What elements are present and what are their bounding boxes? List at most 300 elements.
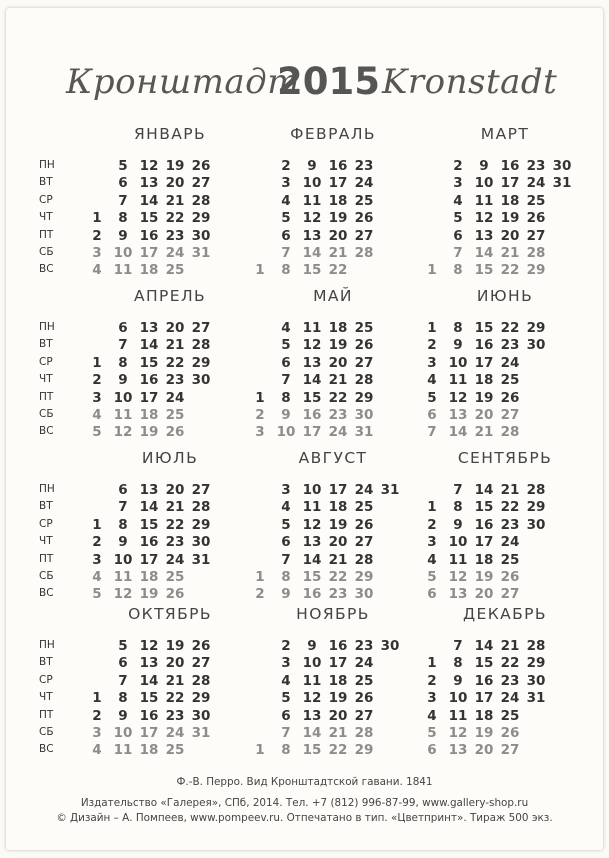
day-number: 27 <box>354 707 374 724</box>
day-number: 4 <box>92 742 102 759</box>
day-number: 7 <box>453 245 463 261</box>
day-number: 10 <box>113 551 133 568</box>
month-block <box>420 287 590 442</box>
month-name: АПРЕЛЬ <box>133 287 207 305</box>
day-number: 20 <box>474 586 494 603</box>
day-number: 22 <box>500 499 520 516</box>
day-number: 25 <box>500 372 520 389</box>
day-number: 18 <box>139 407 159 423</box>
day-number: 7 <box>281 372 291 389</box>
day-number: 5 <box>281 337 291 354</box>
day-number: 13 <box>302 227 322 244</box>
day-number: 8 <box>281 742 291 759</box>
day-number: 13 <box>139 482 159 498</box>
day-number: 30 <box>191 534 211 551</box>
day-number: 20 <box>165 175 185 192</box>
day-number: 9 <box>118 227 128 244</box>
day-number: 15 <box>474 262 494 279</box>
day-number: 1 <box>427 262 437 279</box>
day-number: 25 <box>500 707 520 724</box>
day-number: 16 <box>328 158 348 174</box>
day-number: 3 <box>427 534 437 551</box>
day-number: 20 <box>474 407 494 423</box>
month-block <box>248 449 418 604</box>
day-number: 1 <box>92 354 102 371</box>
day-number: 4 <box>281 192 291 209</box>
day-number: 6 <box>118 175 128 192</box>
day-number: 12 <box>139 158 159 174</box>
day-number: 5 <box>427 389 437 406</box>
day-number: 23 <box>526 158 546 174</box>
day-number: 28 <box>354 372 374 389</box>
day-number: 1 <box>255 569 265 585</box>
day-number: 5 <box>453 210 463 227</box>
day-number: 22 <box>500 262 520 279</box>
calendar-header <box>0 52 609 112</box>
weekday-label: ВС <box>39 743 54 756</box>
day-number: 29 <box>526 320 546 336</box>
weekday-label: ВТ <box>39 500 53 513</box>
month-name: ИЮНЬ <box>476 287 534 305</box>
day-number: 24 <box>354 482 374 498</box>
day-number: 2 <box>453 158 463 174</box>
day-number: 26 <box>165 586 185 603</box>
day-number: 12 <box>474 210 494 227</box>
day-number: 23 <box>354 158 374 174</box>
day-number: 29 <box>526 262 546 279</box>
day-number: 26 <box>354 337 374 354</box>
day-number: 27 <box>354 227 374 244</box>
weekday-label: СР <box>39 517 53 530</box>
day-number: 13 <box>139 320 159 336</box>
day-number: 16 <box>474 516 494 533</box>
day-number: 25 <box>165 569 185 585</box>
day-number: 14 <box>139 192 159 209</box>
day-number: 1 <box>255 262 265 279</box>
day-number: 13 <box>302 707 322 724</box>
day-number: 1 <box>92 516 102 533</box>
day-number: 30 <box>354 407 374 423</box>
day-number: 24 <box>500 690 520 707</box>
day-number: 16 <box>474 337 494 354</box>
month-block <box>39 605 255 760</box>
day-number: 22 <box>500 655 520 672</box>
day-number: 21 <box>500 245 520 261</box>
day-number: 8 <box>281 262 291 279</box>
weekday-label: СБ <box>39 726 54 738</box>
day-number: 11 <box>302 192 322 209</box>
day-number: 6 <box>281 354 291 371</box>
day-number: 17 <box>328 655 348 672</box>
day-number: 14 <box>474 638 494 654</box>
day-number: 13 <box>302 354 322 371</box>
month-block <box>248 125 418 280</box>
month-name: ИЮЛЬ <box>141 449 199 467</box>
day-number: 14 <box>302 372 322 389</box>
day-number: 21 <box>165 337 185 354</box>
month-name: МАЙ <box>313 287 353 305</box>
day-number: 26 <box>354 690 374 707</box>
day-number: 3 <box>92 551 102 568</box>
day-number: 9 <box>118 707 128 724</box>
day-number: 19 <box>328 337 348 354</box>
day-number: 14 <box>139 672 159 689</box>
day-number: 29 <box>526 655 546 672</box>
day-number: 24 <box>526 175 546 192</box>
day-number: 15 <box>139 690 159 707</box>
day-number: 28 <box>354 551 374 568</box>
day-number: 12 <box>113 586 133 603</box>
day-number: 27 <box>500 407 520 423</box>
day-number: 1 <box>255 742 265 759</box>
day-number: 26 <box>191 638 211 654</box>
day-number: 10 <box>474 175 494 192</box>
day-number: 23 <box>165 372 185 389</box>
day-number: 9 <box>453 672 463 689</box>
month-name: МАРТ <box>480 125 530 143</box>
day-number: 5 <box>427 569 437 585</box>
day-number: 5 <box>281 690 291 707</box>
day-number: 25 <box>354 672 374 689</box>
day-number: 28 <box>526 638 546 654</box>
day-number: 16 <box>302 586 322 603</box>
day-number: 8 <box>118 354 128 371</box>
weekday-label: ПН <box>39 639 55 651</box>
day-number: 23 <box>500 337 520 354</box>
day-number: 29 <box>354 389 374 406</box>
day-number: 12 <box>448 569 468 585</box>
day-number: 1 <box>427 499 437 516</box>
day-number: 10 <box>113 725 133 741</box>
day-number: 27 <box>500 742 520 759</box>
month-block <box>39 449 255 604</box>
day-number: 11 <box>302 320 322 336</box>
day-number: 18 <box>500 192 520 209</box>
day-number: 7 <box>281 725 291 741</box>
day-number: 2 <box>255 407 265 423</box>
day-number: 7 <box>281 245 291 261</box>
day-number: 12 <box>302 690 322 707</box>
month-name: ОКТЯБРЬ <box>128 605 212 623</box>
day-number: 23 <box>328 586 348 603</box>
day-number: 18 <box>328 320 348 336</box>
weekday-label: ПТ <box>39 552 54 565</box>
day-number: 14 <box>139 337 159 354</box>
day-number: 12 <box>448 389 468 406</box>
day-number: 14 <box>139 499 159 516</box>
day-number: 6 <box>281 534 291 551</box>
day-number: 15 <box>302 569 322 585</box>
day-number: 12 <box>302 516 322 533</box>
weekday-label: ВТ <box>39 176 53 189</box>
day-number: 22 <box>328 742 348 759</box>
publisher-info: Издательство «Галерея», СПб, 2014. Тел. +7 (812) 996-87-99, www.gallery-shop.ru <box>80 797 529 809</box>
day-number: 8 <box>118 210 128 227</box>
day-number: 25 <box>354 192 374 209</box>
day-number: 16 <box>139 707 159 724</box>
month-block <box>420 605 590 760</box>
day-number: 28 <box>354 725 374 741</box>
day-number: 24 <box>165 551 185 568</box>
day-number: 27 <box>191 175 211 192</box>
day-number: 14 <box>302 551 322 568</box>
day-number: 26 <box>526 210 546 227</box>
day-number: 26 <box>165 424 185 441</box>
day-number: 20 <box>165 655 185 672</box>
weekday-label: ПТ <box>39 228 54 241</box>
day-number: 8 <box>281 389 291 406</box>
day-number: 8 <box>118 516 128 533</box>
day-number: 11 <box>448 707 468 724</box>
month-name: ФЕВРАЛЬ <box>290 125 376 143</box>
day-number: 1 <box>92 210 102 227</box>
day-number: 19 <box>165 638 185 654</box>
day-number: 27 <box>354 534 374 551</box>
day-number: 9 <box>281 586 291 603</box>
day-number: 2 <box>281 158 291 174</box>
day-number: 14 <box>474 482 494 498</box>
day-number: 21 <box>328 551 348 568</box>
day-number: 18 <box>139 262 159 279</box>
day-number: 10 <box>448 534 468 551</box>
day-number: 31 <box>191 245 211 261</box>
weekday-label: ВС <box>39 425 54 438</box>
day-number: 26 <box>354 210 374 227</box>
day-number: 28 <box>500 424 520 441</box>
day-number: 30 <box>380 638 400 654</box>
month-name: ЯНВАРЬ <box>133 125 207 143</box>
day-number: 4 <box>453 192 463 209</box>
day-number: 26 <box>500 389 520 406</box>
day-number: 24 <box>354 655 374 672</box>
day-number: 14 <box>302 725 322 741</box>
weekday-label: ВС <box>39 263 54 276</box>
day-number: 25 <box>526 192 546 209</box>
day-number: 6 <box>427 742 437 759</box>
day-number: 5 <box>118 158 128 174</box>
day-number: 8 <box>453 499 463 516</box>
weekday-label: ПТ <box>39 390 54 403</box>
day-number: 13 <box>302 534 322 551</box>
day-number: 27 <box>191 320 211 336</box>
day-number: 5 <box>92 586 102 603</box>
day-number: 17 <box>474 534 494 551</box>
day-number: 28 <box>526 482 546 498</box>
day-number: 3 <box>255 424 265 441</box>
day-number: 11 <box>474 192 494 209</box>
day-number: 4 <box>281 499 291 516</box>
day-number: 24 <box>165 725 185 741</box>
day-number: 8 <box>281 569 291 585</box>
month-name: СЕНТЯБРЬ <box>457 449 553 467</box>
day-number: 16 <box>328 638 348 654</box>
day-number: 2 <box>427 337 437 354</box>
day-number: 22 <box>165 516 185 533</box>
day-number: 8 <box>453 655 463 672</box>
day-number: 17 <box>500 175 520 192</box>
day-number: 28 <box>354 245 374 261</box>
day-number: 25 <box>354 499 374 516</box>
day-number: 18 <box>474 551 494 568</box>
day-number: 6 <box>427 586 437 603</box>
day-number: 30 <box>191 372 211 389</box>
day-number: 4 <box>281 320 291 336</box>
day-number: 18 <box>139 569 159 585</box>
weekday-label: ПН <box>39 483 55 495</box>
day-number: 7 <box>427 424 437 441</box>
day-number: 10 <box>113 389 133 406</box>
day-number: 10 <box>448 354 468 371</box>
day-number: 22 <box>500 320 520 336</box>
day-number: 19 <box>139 586 159 603</box>
day-number: 9 <box>453 337 463 354</box>
day-number: 27 <box>354 354 374 371</box>
day-number: 19 <box>139 424 159 441</box>
day-number: 22 <box>328 262 348 279</box>
day-number: 20 <box>474 742 494 759</box>
day-number: 17 <box>328 175 348 192</box>
day-number: 28 <box>191 192 211 209</box>
day-number: 25 <box>354 320 374 336</box>
day-number: 8 <box>118 690 128 707</box>
day-number: 24 <box>500 534 520 551</box>
day-number: 29 <box>191 690 211 707</box>
day-number: 26 <box>500 569 520 585</box>
day-number: 25 <box>165 262 185 279</box>
day-number: 23 <box>328 407 348 423</box>
day-number: 21 <box>165 672 185 689</box>
day-number: 11 <box>113 407 133 423</box>
day-number: 22 <box>165 210 185 227</box>
day-number: 7 <box>453 482 463 498</box>
day-number: 29 <box>191 516 211 533</box>
day-number: 15 <box>474 655 494 672</box>
day-number: 1 <box>427 655 437 672</box>
day-number: 30 <box>191 707 211 724</box>
day-number: 20 <box>165 320 185 336</box>
day-number: 17 <box>139 551 159 568</box>
day-number: 9 <box>118 372 128 389</box>
day-number: 18 <box>474 707 494 724</box>
day-number: 3 <box>281 175 291 192</box>
day-number: 6 <box>281 707 291 724</box>
day-number: 25 <box>165 742 185 759</box>
weekday-label: СР <box>39 673 53 686</box>
day-number: 11 <box>113 742 133 759</box>
day-number: 11 <box>302 672 322 689</box>
day-number: 24 <box>354 175 374 192</box>
day-number: 20 <box>500 227 520 244</box>
day-number: 15 <box>139 354 159 371</box>
day-number: 27 <box>191 655 211 672</box>
day-number: 3 <box>453 175 463 192</box>
day-number: 22 <box>165 690 185 707</box>
day-number: 7 <box>118 337 128 354</box>
day-number: 23 <box>500 672 520 689</box>
title-russian: Кронштадт <box>66 62 300 102</box>
day-number: 25 <box>165 407 185 423</box>
day-number: 4 <box>427 707 437 724</box>
day-number: 9 <box>479 158 489 174</box>
day-number: 3 <box>281 482 291 498</box>
day-number: 20 <box>328 227 348 244</box>
day-number: 20 <box>328 534 348 551</box>
day-number: 8 <box>453 320 463 336</box>
day-number: 2 <box>255 586 265 603</box>
day-number: 4 <box>92 569 102 585</box>
day-number: 27 <box>191 482 211 498</box>
day-number: 21 <box>328 245 348 261</box>
day-number: 4 <box>92 407 102 423</box>
day-number: 28 <box>191 499 211 516</box>
day-number: 3 <box>92 245 102 261</box>
day-number: 2 <box>427 516 437 533</box>
day-number: 29 <box>526 499 546 516</box>
day-number: 15 <box>139 210 159 227</box>
day-number: 30 <box>526 337 546 354</box>
day-number: 14 <box>302 245 322 261</box>
day-number: 3 <box>427 354 437 371</box>
day-number: 29 <box>354 569 374 585</box>
weekday-label: СР <box>39 355 53 368</box>
day-number: 11 <box>448 551 468 568</box>
day-number: 18 <box>328 672 348 689</box>
day-number: 5 <box>281 210 291 227</box>
day-number: 1 <box>92 690 102 707</box>
day-number: 17 <box>302 424 322 441</box>
day-number: 6 <box>118 482 128 498</box>
day-number: 16 <box>139 534 159 551</box>
day-number: 20 <box>165 482 185 498</box>
weekday-label: СБ <box>39 570 54 582</box>
day-number: 30 <box>191 227 211 244</box>
day-number: 25 <box>500 551 520 568</box>
day-number: 10 <box>276 424 296 441</box>
day-number: 24 <box>328 424 348 441</box>
day-number: 2 <box>281 638 291 654</box>
day-number: 9 <box>307 638 317 654</box>
day-number: 19 <box>165 158 185 174</box>
day-number: 4 <box>427 551 437 568</box>
day-number: 19 <box>328 210 348 227</box>
day-number: 5 <box>281 516 291 533</box>
day-number: 2 <box>92 227 102 244</box>
day-number: 13 <box>448 586 468 603</box>
day-number: 10 <box>448 690 468 707</box>
weekday-label: ЧТ <box>39 691 53 704</box>
day-number: 11 <box>448 372 468 389</box>
day-number: 17 <box>474 354 494 371</box>
day-number: 6 <box>118 655 128 672</box>
day-number: 1 <box>427 320 437 336</box>
day-number: 23 <box>165 534 185 551</box>
title-english: Kronstadt <box>382 62 558 102</box>
day-number: 14 <box>448 424 468 441</box>
day-number: 19 <box>474 569 494 585</box>
day-number: 18 <box>328 192 348 209</box>
weekday-label: СБ <box>39 246 54 258</box>
weekday-label: ЧТ <box>39 373 53 386</box>
day-number: 19 <box>328 690 348 707</box>
day-number: 22 <box>165 354 185 371</box>
day-number: 10 <box>302 482 322 498</box>
weekday-label: ЧТ <box>39 211 53 224</box>
day-number: 3 <box>427 690 437 707</box>
day-number: 21 <box>500 638 520 654</box>
day-number: 3 <box>92 725 102 741</box>
day-number: 20 <box>328 707 348 724</box>
month-block <box>420 449 590 604</box>
